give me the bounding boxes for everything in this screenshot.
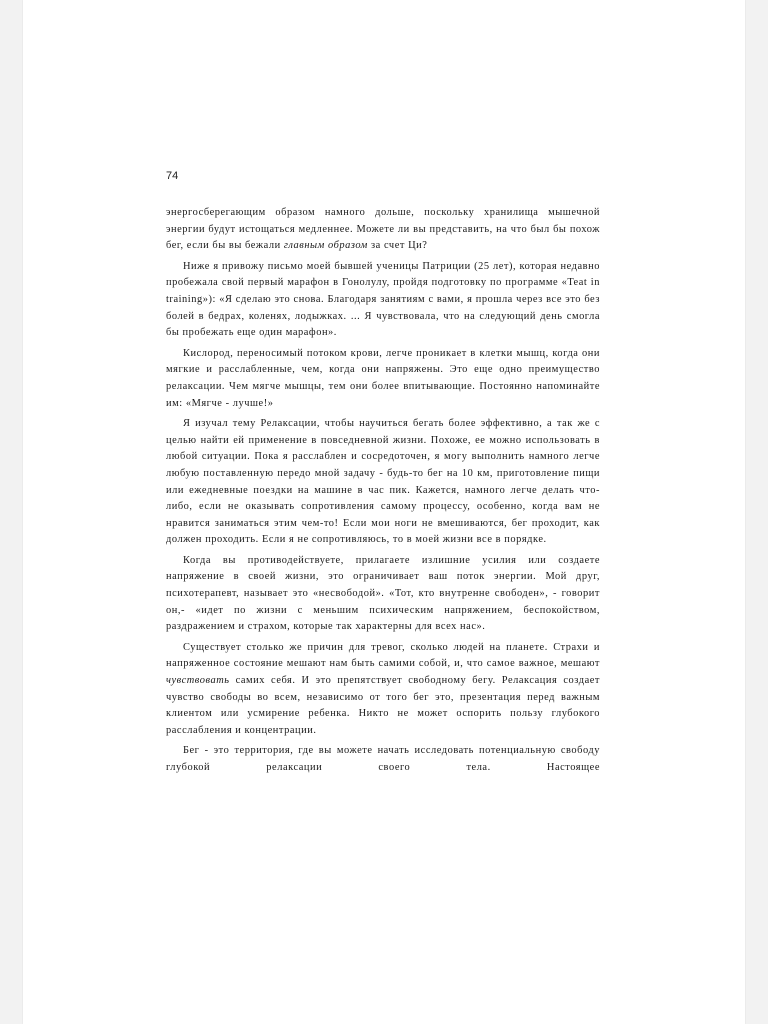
paragraph-1 — [166, 205, 600, 255]
paragraph-3: Кислород, переносимый потоком крови, легче проникает в клетки мышц, когда они мягкие и расслабленные, чем, когда они напряжены. Это еще одно преимущество релаксации. Чем мягче мышцы, тем они более впитывающие. Постоянно напоминайте им: «Мягче - лучше!» — [166, 347, 600, 409]
paragraph-1-tail: за счет Ци? — [371, 240, 428, 252]
paragraph-5: Когда вы противодействуете, прилагаете излишние усилия или создаете напряжение в своей жизни, это ограничивает ваш поток энергии. Мой друг, психотерапевт, называет это «несвободой». «Тот, кто внутренне свободен», - говорит он,- «идет по жизни с меньшим психическим напряжением, беспокойством, раздражением и страхом, которые так характерны для всех нас». — [166, 554, 600, 633]
paragraph-1-text: энергосберегающим образом намного дольше, поскольку хранилища мышечной энергии будут истощаться медленнее. Можете ли вы представить, на что был бы похож бег, если бы вы бежали — [166, 207, 600, 252]
paragraph-6-text-b: самих себя. И это препятствует свободному бегу. Релаксация создает чувство свободы во всем, независимо от того бег это, презентация перед важным клиентом или усмирение ребенка. Никто не может оспорить пользу глубокого расслабления и концентрации. — [166, 675, 601, 736]
book-page — [23, 0, 745, 1024]
paragraph-6-emphasis: чувствовать — [166, 675, 230, 687]
paragraph-1-emphasis: главным образом — [283, 240, 368, 252]
page-number: 74 — [166, 170, 179, 182]
paragraph-4: Я изучал тему Релаксации, чтобы научиться бегать более эффективно, а так же с целью найти ей применение в повседневной жизни. Похоже, ее можно использовать в любой ситуации. Пока я расслаблен и сосредоточен, я могу выполнить намного легче любую поставленную передо мной задачу - будь-то бег на 10 км, приготовление пищи или ежедневные поездки на машине в час пик. Кажется, намного легче делать что-либо, если не оказывать сопротивления самому процессу, особенно, когда вам не нравится заниматься этим чем-то! Если мои ноги не вмешиваются, бег проходит, как должен проходить. Если я не сопротивляюсь, то в моей жизни все в порядке. — [166, 418, 600, 546]
body-text — [166, 205, 600, 781]
paragraph-6 — [166, 640, 600, 740]
paragraph-2: Ниже я привожу письмо моей бывшей ученицы Патриции (25 лет), которая недавно пробежала свой первый марафон в Гонолулу, пройдя подготовку по программе «Teat in training»): «Я сделаю это снова. Благодаря занятиям с вами, я прошла через все это без болей в бедрах, коленях, лодыжках. ... Я чувствовала, что на следующий день смогла бы пробежать еще один марафон». — [166, 260, 600, 339]
paragraph-6-text-a: Существует столько же причин для тревог, сколько людей на планете. Страхи и напряженное состояние мешают нам быть самими собой, и, что самое важное, мешают — [166, 641, 600, 670]
paragraph-7: Бег - это территория, где вы можете начать исследовать потенциальную свободу глубокой релаксации своего тела. Настоящее — [166, 745, 600, 773]
